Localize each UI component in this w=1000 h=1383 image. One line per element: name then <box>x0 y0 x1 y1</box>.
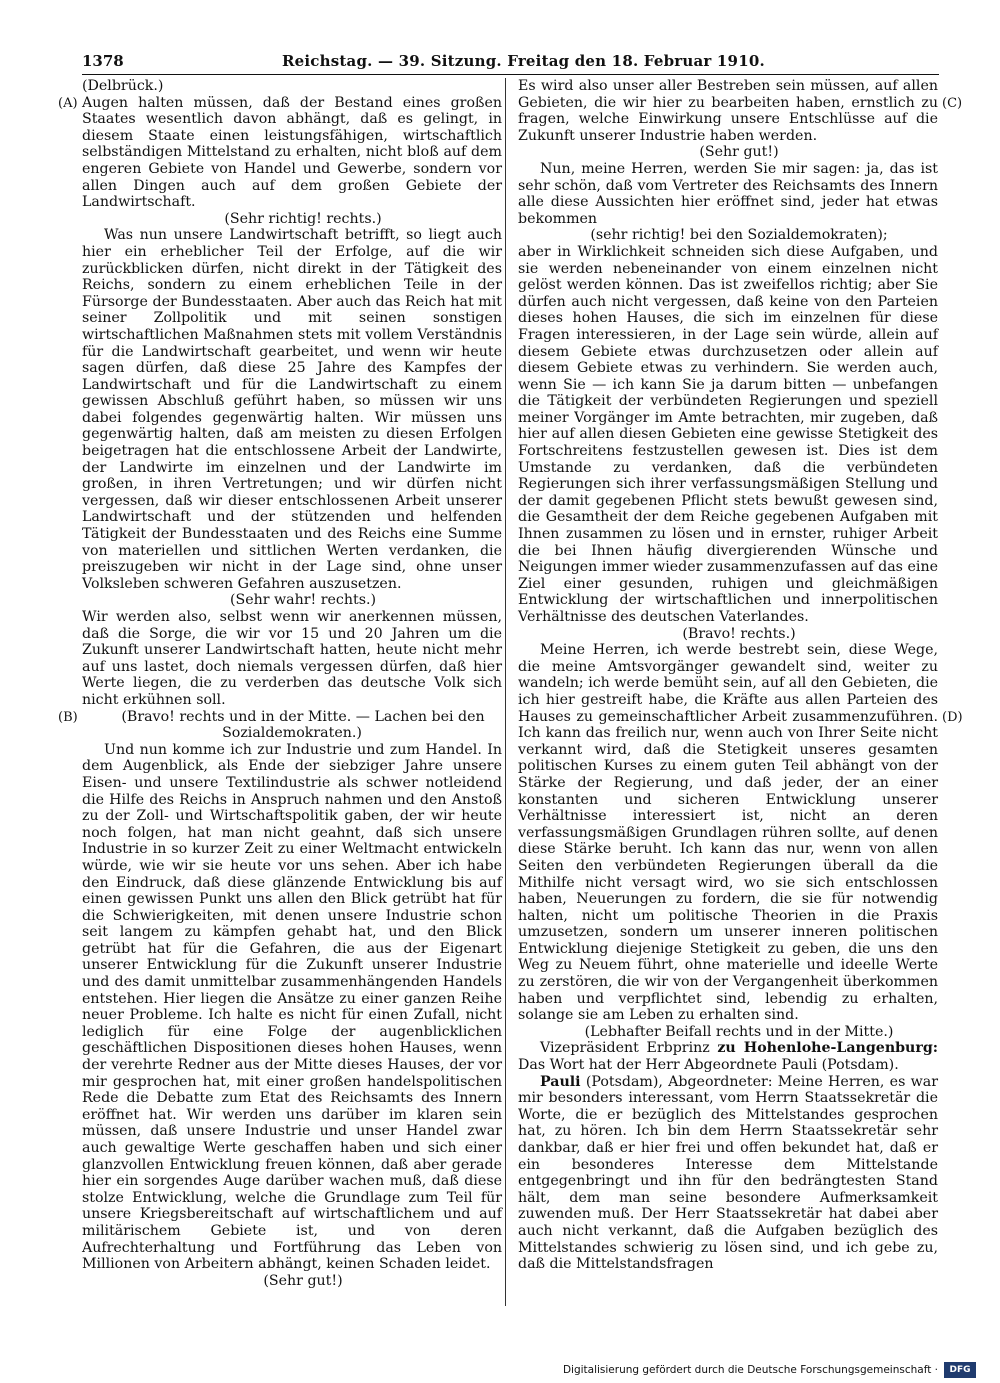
right-reaction-1: (Sehr gut!) <box>699 144 779 161</box>
left-paragraph-2: Was nun unsere Landwirtschaft betrifft, so liegt auch hier ein erheblicher Teil der Erfolge, auf die wir zurückblicken dürfen, nicht direkt in der Tätigkeit des Reichs, sondern zu einem erheblichen Teile in der Fürsorge der Bundesstaaten. Aber auch das Reich hat mit seiner Zollpolitik und mit seinen sonstigen wirtschaftlichen Maßnahmen stets mit vollem Verständnis für die Landwirtschaft gearbeitet, und wenn wir heute sagen dürfen, daß diese 25 Jahre des Kampfes der Landwirtschaft und für die Landwirtschaft zu einem gewissen Abschluß geführt haben, so müssen wir uns dabei folgendes gegenwärtig halten. Wir müssen uns gegenwärtig halten, daß am meisten zu diesen Erfolgen beigetragen hat die entschlossene Arbeit der Landwirte, der Landwirte im einzelnen und der Landwirte im großen, in ihren Vertretungen; und wir dürfen nicht vergessen, daß wir dieser entschlossenen Arbeit unserer Landwirtschaft und der stützenden und helfenden Tätigkeit der Bundesstaaten und des Reichs eine Summe von materiellen und sittlichen Werten verdanken, die preiszugeben wir nicht in der Lage sind, ohne unser Volksleben schweren Gefahren auszusetzen. <box>82 227 502 592</box>
column-divider <box>505 78 506 1306</box>
right-reaction-3: (Bravo! rechts.) <box>682 625 796 642</box>
footer <box>562 1362 980 1380</box>
dfg-logo: DFG <box>944 1362 976 1378</box>
speaker-tag: (Delbrück.) <box>82 78 164 94</box>
right-reaction-4: (Lebhafter Beifall rechts und in der Mitte.) <box>584 1023 894 1040</box>
pauli-paragraph <box>518 1074 938 1273</box>
margin-mark-d: (D) <box>942 710 963 725</box>
left-column <box>82 78 502 1289</box>
left-reaction-1: (Sehr richtig! rechts.) <box>224 210 382 227</box>
vp-name: zu Hohenlohe-Langenburg: <box>717 1040 939 1057</box>
left-paragraph-4: Und nun komme ich zur Industrie und zum Handel. In dem Augenblick, als Ende der siebziger Jahre unsere Eisen- und unsere Textilindustrie als schwer notleidend die Hilfe des Reichs in Anspruch nahmen und den Anstoß zu der Zoll- und Wirtschaftspolitik gaben, der wir heute noch folgen, hat man nicht geahnt, daß sich unsere Industrie in so kurzer Zeit zu einer Weltmacht entwickeln würde, wie wir sie heute vor uns sehen. Aber ich habe den Eindruck, daß diese glänzende Entwicklung bis auf einen gewissen Punkt uns allen den Blick getrübt hat für die Schwierigkeiten, mit denen unsere Industrie schon seit langem zu kämpfen gehabt hat, und den Blick getrübt hat für die Gefahren, die aus der Eigenart unserer Entwicklung für die Zukunft unserer Industrie und des damit unmittelbar zusammenhängenden Handels entstehen. Hier liegen die Ansätze zu einer ganzen Reihe neuer Probleme. Ich halte es nicht für einen Zufall, nicht lediglich für eine Folge der augenblicklichen geschäftlichen Dispositionen dieses hohen Hauses, wenn der verehrte Redner aus der Mitte dieses Hauses, der vor mir gesprochen hat, mit einer großen handelspolitischen Rede die Debatte zum Etat des Reichsamts des Innern eröffnet hat. Wir werden uns darüber im klaren sein müssen, daß unsere Industrie und unser Handel zwar auch gewaltige Werte geschaffen haben und sich einer glanzvollen Entwicklung freuen können, daß aber gerade hier ein sorgendes Auge darüber wachen muß, daß diese stolze Entwicklung, welche die Grundlage zum Teil für unsere Kriegsbereitschaft auf wirtschaftlichem und auf militärischem Gebiete ist, und von deren Aufrechterhaltung und Fortführung das Leben von Millionen von Arbeitern abhängt, keinen Schaden leidet. <box>82 741 502 1273</box>
pauli-name: Pauli <box>540 1073 581 1090</box>
margin-mark-a: (A) <box>58 96 78 111</box>
running-title: Reichstag. — 39. Sitzung. Freitag den 18. Februar 1910. <box>282 52 765 70</box>
vice-president-line <box>518 1040 938 1073</box>
left-paragraph-3: Wir werden also, selbst wenn wir anerkennen müssen, daß die Sorge, die wir vor 15 und 20 Jahren um die Zukunft unserer Landwirtschaft hatten, heute nicht mehr auf uns lastet, doch niemals vergessen dürfen, daß hier Werte liegen, die zu verderben das deutsche Volk sich nicht erkühnen soll. <box>82 609 502 708</box>
margin-mark-c: (C) <box>942 96 963 111</box>
right-paragraph-2: Nun, meine Herren, werden Sie mir sagen: ja, das ist sehr schön, daß vom Vertreter des Reichsamts des Innern alle diese Aussichten hier eröffnet sind, jeder hat etwas bekommen <box>518 160 938 227</box>
left-reaction-3: (Bravo! rechts und in der Mitte. — Lachen bei den Sozialdemokraten.) <box>121 708 485 742</box>
vp-rest: Das Wort hat der Herr Abgeordnete Pauli (Potsdam). <box>518 1057 899 1074</box>
left-reaction-2: (Sehr wahr! rechts.) <box>229 592 377 609</box>
pauli-text: (Potsdam), Abgeordneter: Meine Herren, es war mir besonders interessant, vom Herrn Staatssekretär die Worte, die er bezüglich des Mittelstandes gesprochen hat, zu hören. Ich bin dem Herrn Staatssekretär sehr dankbar, daß er hier frei und offen bekundet hat, daß er ein besonderes Interesse dem Mittelstande entgegenbringt und ihn für den bedrängtesten Stand hält, dem man seine besondere Aufmerksamkeit zuwenden muß. Der Herr Staatssekretär hat dabei aber auch nicht verkannt, daß die Aufgaben bezüglich des Mittelstandes schwierig zu lösen sind, und ich gebe zu, daß die Mittelstandsfragen <box>518 1073 938 1273</box>
right-column <box>518 78 938 1273</box>
footer-text: Digitalisierung gefördert durch die Deutsche Forschungsgemeinschaft · <box>562 1364 938 1376</box>
right-paragraph-3: aber in Wirklichkeit schneiden sich diese Aufgaben, und sie werden nebeneinander von einem einzelnen nicht gelöst werden können. Das ist zweifellos richtig; aber Sie dürfen auch nicht vergessen, daß keine von den Parteien dieses hohen Hauses, die sich im einzelnen für diese Fragen interessieren, in der Lage sein würde, allein auf diesem Gebiete etwas durchzusetzen oder allein auf diesem Gebiete etwas zu verhindern. Sie werden auch, wenn Sie — ich kann Sie ja darum bitten — unbefangen die Tätigkeit der verbündeten Regierungen und speziell meiner Vorgänger im Amte betrachten, mir zugeben, daß hier auf allen diesen Gebieten eine gewisse Stetigkeit des Fortschreitens festzustellen gewesen ist. Dies ist dem Umstande zu verdanken, daß die verbündeten Regierungen sich ihrer verfassungsmäßigen Stellung und der damit gegebenen Pflicht stets bewußt gewesen sind, die Gesamtheit der dem Reiche gegebenen Aufgaben mit Ihnen zusammen zu lösen und in ernster, ruhiger Arbeit die bei Ihnen häufig divergierenden Wünsche und Neigungen immer wieder zusammenzufassen auf das eine Ziel einer gesunden, ruhigen und gleichmäßigen Entwicklung der wirtschaftlichen und innerpolitischen Verhältnisse des deutschen Vaterlandes. <box>518 243 938 625</box>
right-paragraph-1: Es wird also unser aller Bestreben sein müssen, auf allen Gebieten, die wir hier zu bearbeiten haben, ernstlich zu fragen, welche Einwirkung unsere Entschlüsse auf die Zukunft unserer Industrie haben werden. <box>518 78 938 144</box>
left-reaction-4: (Sehr gut!) <box>263 1272 343 1289</box>
page-number: 1378 <box>82 52 124 70</box>
margin-mark-b: (B) <box>58 710 78 725</box>
vp-prefix: Vizepräsident Erbprinz <box>540 1040 718 1057</box>
right-paragraph-4: Meine Herren, ich werde bestrebt sein, diese Wege, die meine Amtsvorgänger gewandelt sind, weiter zu wandeln; ich werde bemüht sein, auf all den Gebieten, die ich hier gestreift habe, die Kräfte aus allen Parteien des Hauses zu gemeinschaftlicher Arbeit zusammenzuführen. Ich kann das freilich nur, wenn auch von Ihrer Seite nicht verkannt wird, daß die Stetigkeit unseres gesamten politischen Kurses zu einem guten Teil abhängt von der Stärke der Regierung, und daß jeder, der an einer konstanten und sicheren Entwicklung unserer Verhältnisse interessiert ist, nicht an deren verfassungsmäßigen Grundlagen rühren sollte, auf denen diese Stärke beruht. Ich kann das nur, wenn von allen Seiten den verbündeten Regierungen überall da die Mithilfe nicht versagt wird, wo sie sich entschlossen haben, Neuerungen zu fordern, die sie für notwendig halten, nicht um politische Theorien in die Praxis umzusetzen, sondern um unserer inneren politischen Entwicklung diejenige Stetigkeit zu geben, die uns den Weg zu Neuem führt, ohne materielle und ideelle Werte zu zerstören, die wir von der Vergangenheit überkommen haben und verpflichtet sind, lebendig zu erhalten, solange sie am Leben zu erhalten sind. <box>518 642 938 1024</box>
left-paragraph-1: Augen halten müssen, daß der Bestand eines großen Staates wesentlich davon abhängt, daß es gelingt, in diesem Staate einen leistungsfähigen, wirtschaftlich selbständigen Mittelstand zu erhalten, nicht bloß auf dem engeren Gebiete von Handel und Gewerbe, sondern vor allen Dingen auch auf dem großen Gebiete der Landwirtschaft. <box>82 94 502 211</box>
right-reaction-2: (sehr richtig! bei den Sozialdemokraten); <box>590 227 888 244</box>
header-rule <box>82 74 939 75</box>
